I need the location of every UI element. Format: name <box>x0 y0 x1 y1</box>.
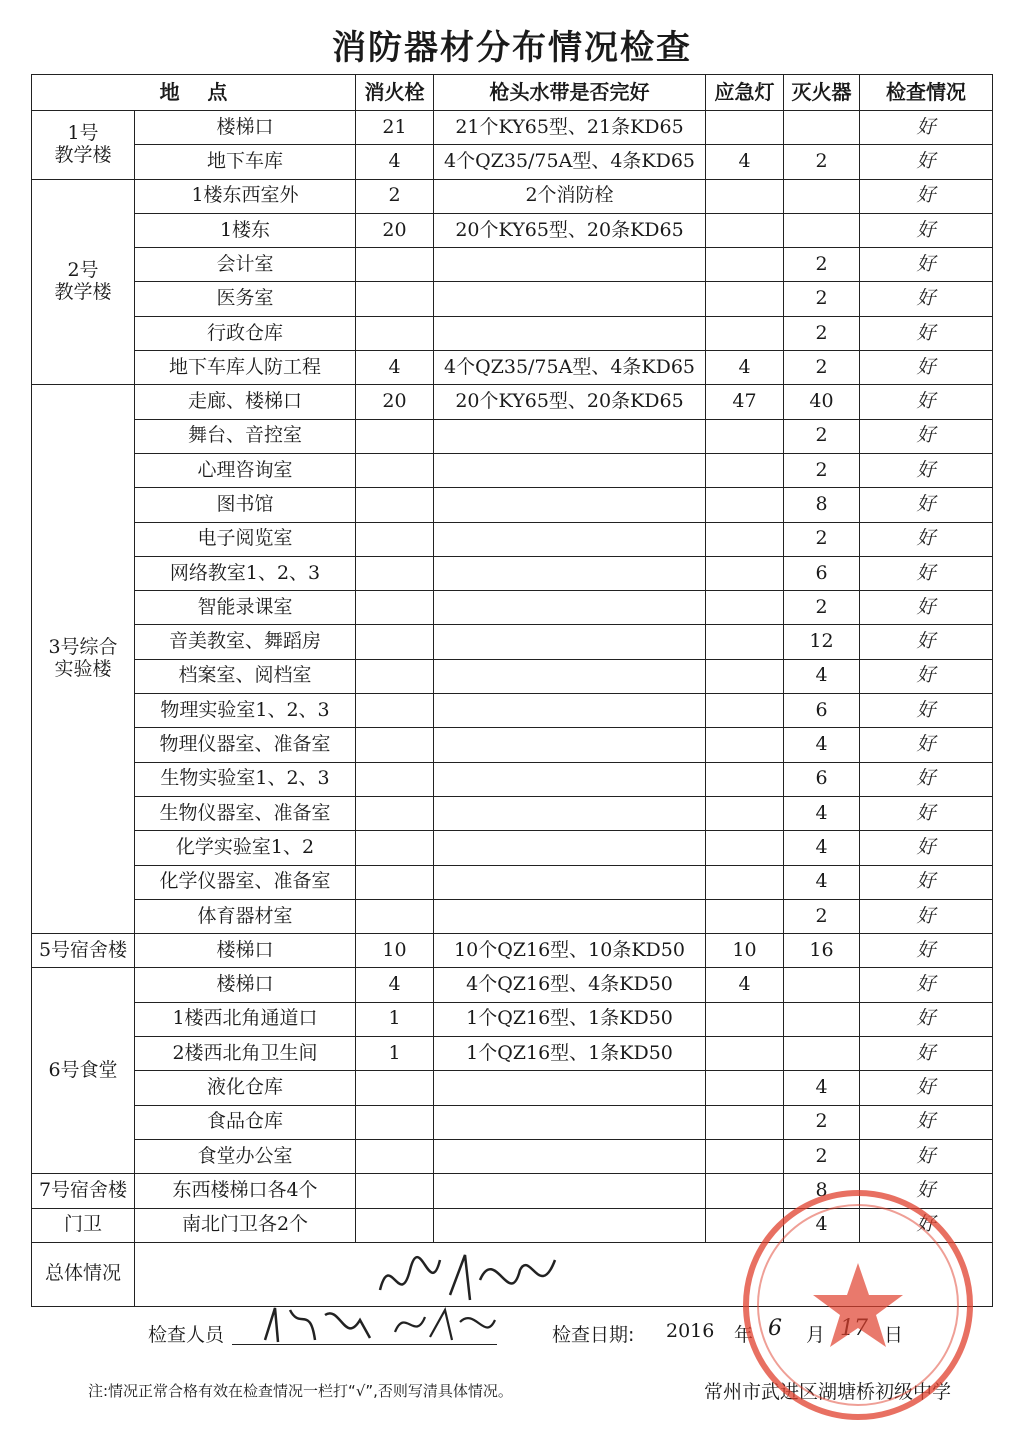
school-name: 常州市武进区湖塘桥初级中学 <box>704 1381 952 1403</box>
page-title: 消防器材分布情况检查 <box>332 28 692 68</box>
place-cell: 电子阅览室 <box>135 522 356 556</box>
place-cell: 1楼东 <box>135 213 356 247</box>
check-cell: 好 <box>860 556 993 590</box>
date-year: 2016 <box>666 1320 715 1342</box>
check-cell: 好 <box>860 316 993 350</box>
nozzle-cell: 21个KY65型、21条KD65 <box>434 111 706 145</box>
hydrant-cell: 4 <box>356 968 434 1002</box>
header-nozzle: 枪头水带是否完好 <box>434 75 706 111</box>
check-cell: 好 <box>860 1037 993 1071</box>
nozzle-cell <box>434 1208 706 1242</box>
check-cell: 好 <box>860 522 993 556</box>
light-cell <box>706 728 784 762</box>
light-cell: 47 <box>706 385 784 419</box>
extinguisher-cell: 6 <box>784 694 860 728</box>
table-row <box>32 1105 993 1139</box>
table-row <box>32 556 993 590</box>
place-cell: 地下车库人防工程 <box>135 351 356 385</box>
header-hydrant: 消火栓 <box>356 75 434 111</box>
header-location: 地 点 <box>32 75 356 111</box>
place-cell: 走廊、楼梯口 <box>135 385 356 419</box>
table-header-row <box>32 75 993 111</box>
extinguisher-cell: 4 <box>784 1208 860 1242</box>
check-cell: 好 <box>860 248 993 282</box>
light-cell <box>706 488 784 522</box>
place-cell: 2楼西北角卫生间 <box>135 1037 356 1071</box>
table-row <box>32 1139 993 1173</box>
check-cell: 好 <box>860 282 993 316</box>
building-cell: 5号宿舍楼 <box>32 934 135 968</box>
place-cell: 物理实验室1、2、3 <box>135 694 356 728</box>
light-cell <box>706 248 784 282</box>
check-cell: 好 <box>860 1071 993 1105</box>
light-cell <box>706 1139 784 1173</box>
date-label: 检查日期: <box>552 1324 635 1346</box>
extinguisher-cell: 2 <box>784 1105 860 1139</box>
extinguisher-cell <box>784 968 860 1002</box>
nozzle-cell <box>434 796 706 830</box>
table-row <box>32 351 993 385</box>
table-row <box>32 934 993 968</box>
check-cell: 好 <box>860 625 993 659</box>
place-cell: 楼梯口 <box>135 968 356 1002</box>
table-row <box>32 762 993 796</box>
hydrant-cell <box>356 831 434 865</box>
nozzle-cell <box>434 1139 706 1173</box>
light-cell <box>706 762 784 796</box>
date-day-unit: 日 <box>884 1324 904 1346</box>
check-cell: 好 <box>860 111 993 145</box>
extinguisher-cell: 2 <box>784 419 860 453</box>
hydrant-cell <box>356 1105 434 1139</box>
check-cell: 好 <box>860 728 993 762</box>
nozzle-cell <box>434 282 706 316</box>
hydrant-cell: 10 <box>356 934 434 968</box>
hydrant-cell <box>356 556 434 590</box>
light-cell <box>706 213 784 247</box>
extinguisher-cell: 2 <box>784 248 860 282</box>
check-cell: 好 <box>860 968 993 1002</box>
nozzle-cell <box>434 488 706 522</box>
table-row <box>32 796 993 830</box>
hydrant-cell <box>356 1071 434 1105</box>
date-year-unit: 年 <box>734 1324 754 1346</box>
hydrant-cell: 20 <box>356 385 434 419</box>
nozzle-cell: 20个KY65型、20条KD65 <box>434 385 706 419</box>
check-cell: 好 <box>860 694 993 728</box>
check-cell: 好 <box>860 1139 993 1173</box>
hydrant-cell <box>356 659 434 693</box>
table-row <box>32 865 993 899</box>
nozzle-cell: 10个QZ16型、10条KD50 <box>434 934 706 968</box>
nozzle-cell <box>434 899 706 933</box>
nozzle-cell <box>434 762 706 796</box>
table-row <box>32 968 993 1002</box>
nozzle-cell <box>434 1174 706 1208</box>
table-row <box>32 625 993 659</box>
hydrant-cell: 1 <box>356 1002 434 1036</box>
light-cell <box>706 556 784 590</box>
extinguisher-cell: 16 <box>784 934 860 968</box>
extinguisher-cell: 8 <box>784 1174 860 1208</box>
place-cell: 行政仓库 <box>135 316 356 350</box>
place-cell: 南北门卫各2个 <box>135 1208 356 1242</box>
extinguisher-cell: 6 <box>784 762 860 796</box>
nozzle-cell <box>434 556 706 590</box>
nozzle-cell <box>434 659 706 693</box>
hydrant-cell <box>356 865 434 899</box>
hydrant-cell <box>356 522 434 556</box>
extinguisher-cell: 4 <box>784 831 860 865</box>
extinguisher-cell: 40 <box>784 385 860 419</box>
table-row <box>32 728 993 762</box>
place-cell: 医务室 <box>135 282 356 316</box>
extinguisher-cell: 2 <box>784 899 860 933</box>
hydrant-cell <box>356 248 434 282</box>
light-cell <box>706 282 784 316</box>
light-cell <box>706 865 784 899</box>
hydrant-cell <box>356 453 434 487</box>
nozzle-cell <box>434 1105 706 1139</box>
light-cell: 4 <box>706 145 784 179</box>
light-cell: 4 <box>706 968 784 1002</box>
extinguisher-cell: 2 <box>784 316 860 350</box>
table-row <box>32 659 993 693</box>
light-cell <box>706 831 784 865</box>
extinguisher-cell: 2 <box>784 522 860 556</box>
table-row <box>32 694 993 728</box>
hydrant-cell <box>356 488 434 522</box>
extinguisher-cell: 2 <box>784 453 860 487</box>
inspector-label: 检查人员 <box>148 1324 225 1346</box>
check-cell: 好 <box>860 1174 993 1208</box>
table-row <box>32 1071 993 1105</box>
building-cell: 3号综合 实验楼 <box>32 385 135 934</box>
extinguisher-cell: 4 <box>784 865 860 899</box>
light-cell <box>706 625 784 659</box>
hydrant-cell <box>356 1139 434 1173</box>
check-cell: 好 <box>860 145 993 179</box>
light-cell <box>706 796 784 830</box>
light-cell <box>706 111 784 145</box>
place-cell: 档案室、阅档室 <box>135 659 356 693</box>
table-row <box>32 385 993 419</box>
building-cell: 1号 教学楼 <box>32 111 135 180</box>
light-cell <box>706 1071 784 1105</box>
nozzle-cell <box>434 831 706 865</box>
place-cell: 食品仓库 <box>135 1105 356 1139</box>
header-extinguisher: 灭火器 <box>784 75 860 111</box>
check-cell: 好 <box>860 591 993 625</box>
table-row <box>32 316 993 350</box>
nozzle-cell <box>434 865 706 899</box>
nozzle-cell: 1个QZ16型、1条KD50 <box>434 1002 706 1036</box>
hydrant-cell: 1 <box>356 1037 434 1071</box>
check-cell: 好 <box>860 1002 993 1036</box>
extinguisher-cell: 8 <box>784 488 860 522</box>
extinguisher-cell: 4 <box>784 659 860 693</box>
hydrant-cell: 4 <box>356 351 434 385</box>
nozzle-cell <box>434 316 706 350</box>
place-cell: 网络教室1、2、3 <box>135 556 356 590</box>
summary-label: 总体情况 <box>32 1242 135 1306</box>
date-month-unit: 月 <box>806 1324 826 1346</box>
inspector-signature-1 <box>260 1300 380 1350</box>
extinguisher-cell <box>784 179 860 213</box>
table-row <box>32 591 993 625</box>
check-cell: 好 <box>860 385 993 419</box>
light-cell <box>706 694 784 728</box>
place-cell: 化学仪器室、准备室 <box>135 865 356 899</box>
extinguisher-cell: 2 <box>784 351 860 385</box>
table-row <box>32 1002 993 1036</box>
hydrant-cell <box>356 282 434 316</box>
light-cell <box>706 659 784 693</box>
header-light: 应急灯 <box>706 75 784 111</box>
hydrant-cell <box>356 899 434 933</box>
table-row <box>32 522 993 556</box>
place-cell: 心理咨询室 <box>135 453 356 487</box>
extinguisher-cell <box>784 1002 860 1036</box>
hydrant-cell <box>356 762 434 796</box>
place-cell: 1楼西北角通道口 <box>135 1002 356 1036</box>
check-cell: 好 <box>860 213 993 247</box>
extinguisher-cell: 6 <box>784 556 860 590</box>
check-cell: 好 <box>860 419 993 453</box>
table-row <box>32 831 993 865</box>
check-cell: 好 <box>860 453 993 487</box>
place-cell: 液化仓库 <box>135 1071 356 1105</box>
light-cell <box>706 591 784 625</box>
table-row <box>32 1037 993 1071</box>
extinguisher-cell: 2 <box>784 1139 860 1173</box>
light-cell <box>706 1037 784 1071</box>
table-row <box>32 899 993 933</box>
nozzle-cell <box>434 591 706 625</box>
light-cell: 10 <box>706 934 784 968</box>
light-cell <box>706 316 784 350</box>
place-cell: 楼梯口 <box>135 111 356 145</box>
table-row <box>32 145 993 179</box>
table-row <box>32 179 993 213</box>
hydrant-cell <box>356 1174 434 1208</box>
nozzle-cell <box>434 1071 706 1105</box>
check-cell: 好 <box>860 488 993 522</box>
building-cell: 门卫 <box>32 1208 135 1242</box>
table-row <box>32 213 993 247</box>
place-cell: 智能录课室 <box>135 591 356 625</box>
hydrant-cell: 20 <box>356 213 434 247</box>
footnote: 注:情况正常合格有效在检查情况一栏打“√”,否则写清具体情况。 <box>88 1382 513 1400</box>
place-cell: 生物实验室1、2、3 <box>135 762 356 796</box>
nozzle-cell <box>434 522 706 556</box>
place-cell: 化学实验室1、2 <box>135 831 356 865</box>
nozzle-cell: 1个QZ16型、1条KD50 <box>434 1037 706 1071</box>
date-month: 6 <box>768 1316 782 1341</box>
inspector-signature-2 <box>390 1302 500 1347</box>
nozzle-cell <box>434 453 706 487</box>
place-cell: 体育器材室 <box>135 899 356 933</box>
table-row <box>32 488 993 522</box>
table-row <box>32 453 993 487</box>
light-cell <box>706 419 784 453</box>
check-cell: 好 <box>860 899 993 933</box>
nozzle-cell <box>434 419 706 453</box>
nozzle-cell <box>434 694 706 728</box>
header-check: 检查情况 <box>860 75 993 111</box>
nozzle-cell <box>434 625 706 659</box>
check-cell: 好 <box>860 796 993 830</box>
extinguisher-cell: 2 <box>784 591 860 625</box>
extinguisher-cell: 4 <box>784 1071 860 1105</box>
nozzle-cell: 4个QZ16型、4条KD50 <box>434 968 706 1002</box>
hydrant-cell: 21 <box>356 111 434 145</box>
light-cell <box>706 453 784 487</box>
table-row <box>32 419 993 453</box>
check-cell: 好 <box>860 659 993 693</box>
extinguisher-cell: 4 <box>784 728 860 762</box>
extinguisher-cell <box>784 111 860 145</box>
building-cell: 7号宿舍楼 <box>32 1174 135 1208</box>
nozzle-cell: 4个QZ35/75A型、4条KD65 <box>434 145 706 179</box>
building-cell: 6号食堂 <box>32 968 135 1174</box>
hydrant-cell <box>356 1208 434 1242</box>
table-row <box>32 282 993 316</box>
light-cell <box>706 522 784 556</box>
nozzle-cell: 4个QZ35/75A型、4条KD65 <box>434 351 706 385</box>
extinguisher-cell <box>784 1037 860 1071</box>
extinguisher-cell <box>784 213 860 247</box>
nozzle-cell <box>434 728 706 762</box>
table-row <box>32 111 993 145</box>
table-row <box>32 248 993 282</box>
extinguisher-cell: 12 <box>784 625 860 659</box>
light-cell: 4 <box>706 351 784 385</box>
place-cell: 图书馆 <box>135 488 356 522</box>
light-cell <box>706 899 784 933</box>
light-cell <box>706 1002 784 1036</box>
hydrant-cell <box>356 419 434 453</box>
place-cell: 音美教室、舞蹈房 <box>135 625 356 659</box>
light-cell <box>706 179 784 213</box>
nozzle-cell <box>434 248 706 282</box>
extinguisher-cell: 2 <box>784 282 860 316</box>
extinguisher-cell: 4 <box>784 796 860 830</box>
nozzle-cell: 20个KY65型、20条KD65 <box>434 213 706 247</box>
check-cell: 好 <box>860 934 993 968</box>
place-cell: 楼梯口 <box>135 934 356 968</box>
check-cell: 好 <box>860 179 993 213</box>
extinguisher-cell: 2 <box>784 145 860 179</box>
check-cell: 好 <box>860 831 993 865</box>
place-cell: 食堂办公室 <box>135 1139 356 1173</box>
place-cell: 舞台、音控室 <box>135 419 356 453</box>
inspection-table <box>31 74 993 1307</box>
nozzle-cell: 2个消防栓 <box>434 179 706 213</box>
place-cell: 生物仪器室、准备室 <box>135 796 356 830</box>
check-cell: 好 <box>860 1105 993 1139</box>
check-cell: 好 <box>860 762 993 796</box>
check-cell: 好 <box>860 865 993 899</box>
light-cell <box>706 1105 784 1139</box>
check-cell: 好 <box>860 351 993 385</box>
hydrant-cell <box>356 591 434 625</box>
hydrant-cell <box>356 316 434 350</box>
hydrant-cell: 4 <box>356 145 434 179</box>
place-cell: 会计室 <box>135 248 356 282</box>
place-cell: 地下车库 <box>135 145 356 179</box>
hydrant-cell <box>356 728 434 762</box>
hydrant-cell <box>356 796 434 830</box>
hydrant-cell: 2 <box>356 179 434 213</box>
place-cell: 东西楼梯口各4个 <box>135 1174 356 1208</box>
hydrant-cell <box>356 694 434 728</box>
hydrant-cell <box>356 625 434 659</box>
official-seal-icon <box>738 1185 978 1425</box>
place-cell: 物理仪器室、准备室 <box>135 728 356 762</box>
building-cell: 2号 教学楼 <box>32 179 135 385</box>
place-cell: 1楼东西室外 <box>135 179 356 213</box>
check-cell: 好 <box>860 1208 993 1242</box>
